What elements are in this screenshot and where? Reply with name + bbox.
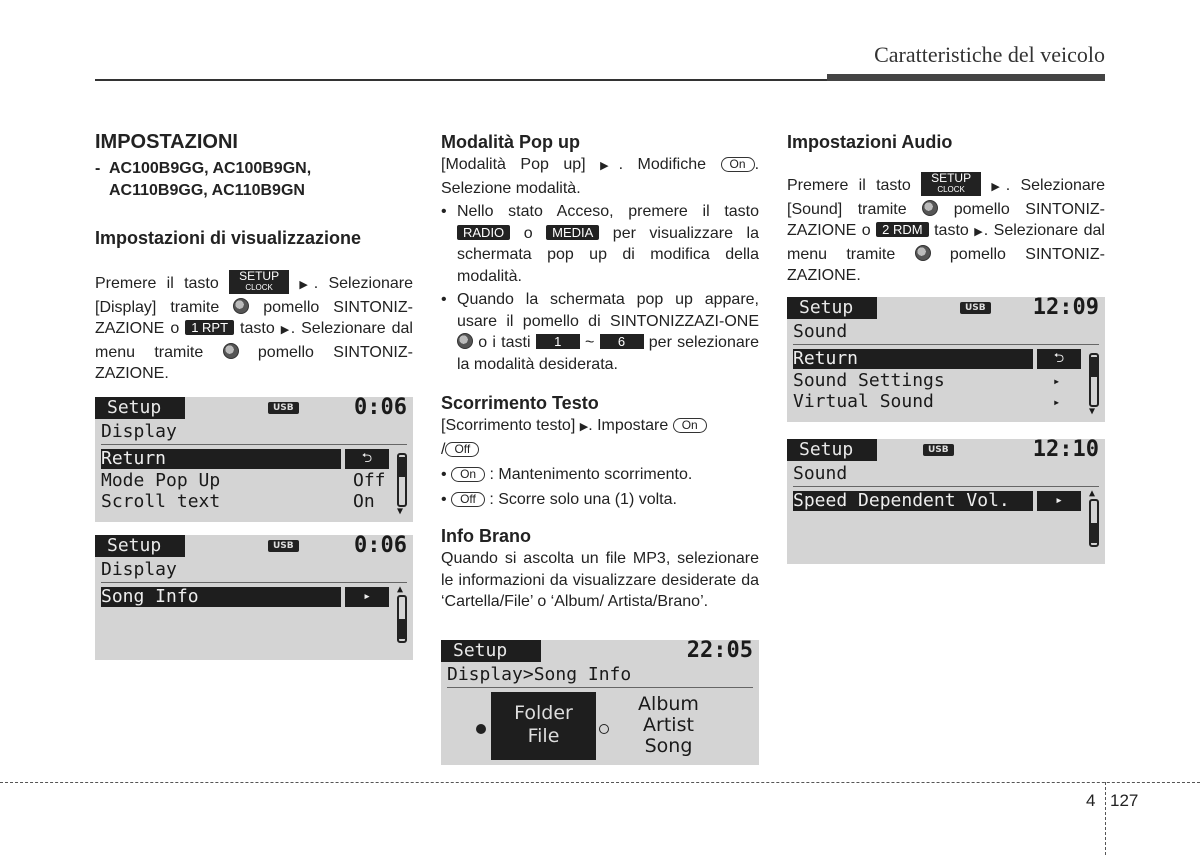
text: o [523, 224, 533, 242]
text: pomello SINTONIZ-ZAZIONE o [787, 200, 1105, 239]
scrollbar-thumb [1091, 357, 1097, 377]
display-instructions [95, 270, 413, 385]
scrollbar-thumb [399, 457, 405, 477]
scrollbar-thumb [399, 619, 405, 639]
play-arrow-icon: ▶ [974, 226, 984, 238]
play-arrow-icon: ▶ [280, 324, 291, 336]
audio-instructions [787, 172, 1105, 287]
model-dash: - [95, 160, 101, 177]
model-line-1: AC100B9GG, AC100B9GN, [109, 160, 312, 177]
lcd-row: Speed Dependent Vol. [793, 491, 1033, 511]
scroll-on-line [441, 464, 759, 486]
lcd-tab: Setup [787, 439, 877, 461]
lcd-screen-song-info [95, 535, 413, 660]
on-badge: On [721, 157, 755, 172]
lcd-screen-speed-volume [787, 439, 1105, 564]
text: . Selezionare dal menu tramite [787, 222, 1105, 263]
lcd-row: Scroll text [101, 491, 221, 512]
option-line: Album [638, 693, 699, 715]
option-line: Artist [643, 714, 694, 736]
usb-icon: USB [268, 402, 299, 414]
popup-mode-heading: Modalità Pop up [441, 132, 580, 152]
bullet: • [441, 466, 447, 483]
arrow-right-icon: ▸ [1053, 395, 1061, 409]
lcd-title: Sound [793, 463, 848, 484]
lcd-divider [793, 486, 1099, 487]
lcd-divider [101, 582, 407, 583]
lcd-row: Return [101, 449, 341, 469]
preset-key-6: 6 [600, 334, 644, 349]
lcd-time: 0:06 [354, 397, 407, 420]
column-3 [787, 130, 1105, 287]
model-list [95, 158, 413, 202]
play-arrow-icon: ▶ [991, 181, 1006, 193]
play-arrow-icon: ▶ [299, 279, 314, 291]
play-arrow-icon: ▶ [579, 421, 589, 433]
bullet: • [441, 291, 447, 308]
text: ~ [584, 334, 595, 351]
text: Premere il tasto [95, 275, 219, 292]
text: [Scorrimento testo] [441, 417, 576, 434]
lcd-time: 12:10 [1032, 439, 1099, 462]
on-badge: On [673, 418, 707, 433]
lcd-time: 0:06 [354, 535, 407, 558]
column-2 [441, 130, 759, 613]
lcd-tab: Setup [441, 640, 541, 662]
scroll-text-instructions [441, 415, 759, 460]
text: o i tasti [478, 334, 531, 351]
popup-bullets [441, 201, 759, 375]
scroll-off-line [441, 489, 759, 511]
radio-unselected-icon [599, 724, 609, 734]
lcd-divider [101, 444, 407, 445]
text: Premere il tasto [787, 177, 911, 194]
text: per visualizzare la schermata pop up di modifica della modalità. [457, 224, 759, 285]
setup-label: SETUP [931, 171, 972, 185]
arrow-right-icon: ▸ [1037, 491, 1081, 511]
option-line: Song [644, 735, 693, 757]
lcd-title: Display [101, 421, 177, 442]
clock-label: CLOCK [937, 185, 965, 194]
text: . Selezionare [Sound] tramite [787, 177, 1105, 218]
usb-icon: USB [923, 444, 954, 456]
text: Nello stato Acceso, premere il tasto [457, 203, 759, 220]
text: . Impostare [588, 417, 669, 434]
play-arrow-icon: ▶ [600, 160, 619, 172]
lcd-row: Virtual Sound [793, 391, 934, 412]
lcd-divider [447, 687, 753, 688]
knob-icon [457, 333, 473, 349]
display-settings-heading: Impostazioni di visualizzazione [95, 228, 362, 248]
knob-icon [223, 343, 239, 359]
page-number: 127 [1110, 791, 1139, 810]
text: tasto [240, 320, 275, 337]
lcd-tab: Setup [95, 535, 185, 557]
audio-settings-heading: Impostazioni Audio [787, 132, 953, 152]
text: . Selezione modalità. [441, 156, 760, 197]
text: . Selezionare [Display] tramite [95, 275, 413, 316]
setup-clock-key [229, 270, 289, 294]
lcd-divider [793, 344, 1099, 345]
lcd-row: Mode Pop Up [101, 470, 221, 491]
column-1 [95, 130, 413, 385]
text: tasto [934, 222, 969, 239]
scroll-up-icon: ▲ [1089, 488, 1096, 499]
bullet: • [441, 490, 447, 508]
section-heading: IMPOSTAZIONI [95, 131, 238, 153]
header-rule [95, 79, 827, 81]
lcd-row: Return [793, 349, 1033, 369]
text: . Modifiche [618, 156, 707, 173]
return-icon: ⮌ [1037, 349, 1081, 369]
lcd-row-value: Off [353, 470, 386, 491]
return-icon: ⮌ [345, 449, 389, 469]
text: : Scorre solo una (1) volta. [489, 490, 677, 508]
text: pomello SINTONIZ-ZAZIONE o [95, 298, 413, 337]
popup-mode-text [441, 154, 759, 199]
popup-option-album-artist-song [621, 694, 716, 757]
lcd-time: 22:05 [686, 640, 753, 663]
chapter-number: 4 [1086, 791, 1096, 810]
footer-rule [0, 782, 1200, 783]
lcd-time: 12:09 [1032, 297, 1099, 320]
lcd-row: Song Info [101, 587, 341, 607]
knob-icon [922, 200, 938, 216]
text: per selezionare la modalità desiderata. [457, 334, 759, 373]
scroll-down-icon: ▼ [397, 506, 404, 517]
setup-clock-key [921, 172, 981, 196]
text: : Mantenimento scorrimento. [489, 466, 693, 483]
bullet: • [441, 203, 447, 220]
popup-option-folder-file [491, 692, 596, 760]
off-badge: Off [445, 442, 479, 457]
option-line: File [527, 725, 560, 747]
text: . Selezionare dal menu tramite [95, 320, 413, 361]
setup-label: SETUP [239, 269, 280, 283]
on-badge: On [451, 467, 485, 482]
list-item [441, 289, 759, 375]
lcd-screen-sound [787, 297, 1105, 422]
knob-icon [915, 245, 931, 261]
rpt-key: 1 RPT [185, 320, 234, 335]
scroll-down-icon: ▼ [1089, 406, 1096, 417]
list-item [441, 201, 759, 287]
radio-key: RADIO [457, 225, 510, 240]
rdm-key: 2 RDM [876, 222, 928, 237]
media-key: MEDIA [546, 225, 599, 240]
option-line: Folder [514, 702, 573, 724]
lcd-title: Display>Song Info [447, 664, 632, 685]
lcd-row-value: On [353, 491, 375, 512]
scrollbar-thumb [1091, 523, 1097, 543]
lcd-title: Display [101, 559, 177, 580]
radio-selected-icon [476, 724, 486, 734]
running-header: Caratteristiche del veicolo [874, 42, 1105, 67]
lcd-screen-song-info-popup [441, 640, 759, 765]
arrow-right-icon: ▸ [345, 587, 389, 607]
knob-icon [233, 298, 249, 314]
scroll-up-icon: ▲ [397, 584, 404, 595]
lcd-tab: Setup [787, 297, 877, 319]
clock-label: CLOCK [245, 283, 273, 292]
usb-icon: USB [960, 302, 991, 314]
text: [Modalità Pop up] [441, 156, 586, 173]
footer-separator [1105, 782, 1106, 855]
song-info-text: Quando si ascolta un file MP3, selezionare le informazioni da visualizzare desiderate da ‘Cartella/File’ o ‘Album/ Artista/Brano’. [441, 550, 759, 610]
usb-icon: USB [268, 540, 299, 552]
lcd-row: Sound Settings [793, 370, 945, 391]
off-badge: Off [451, 492, 485, 507]
text: Quando la schermata pop up appare, usare il pomello di SINTONIZZAZI-ONE [457, 291, 759, 330]
arrow-right-icon: ▸ [1053, 374, 1061, 388]
lcd-title: Sound [793, 321, 848, 342]
scroll-text-heading: Scorrimento Testo [441, 393, 599, 413]
header-rule-thick [827, 74, 1105, 81]
text: / [441, 440, 446, 458]
model-line-2: AC110B9GG, AC110B9GN [109, 182, 305, 199]
text: pomello SINTONIZ-ZAZIONE. [787, 245, 1105, 284]
preset-key-1: 1 [536, 334, 580, 349]
lcd-tab: Setup [95, 397, 185, 419]
lcd-screen-display [95, 397, 413, 522]
text: pomello SINTONIZ-ZAZIONE. [95, 343, 413, 382]
song-info-heading: Info Brano [441, 526, 531, 546]
